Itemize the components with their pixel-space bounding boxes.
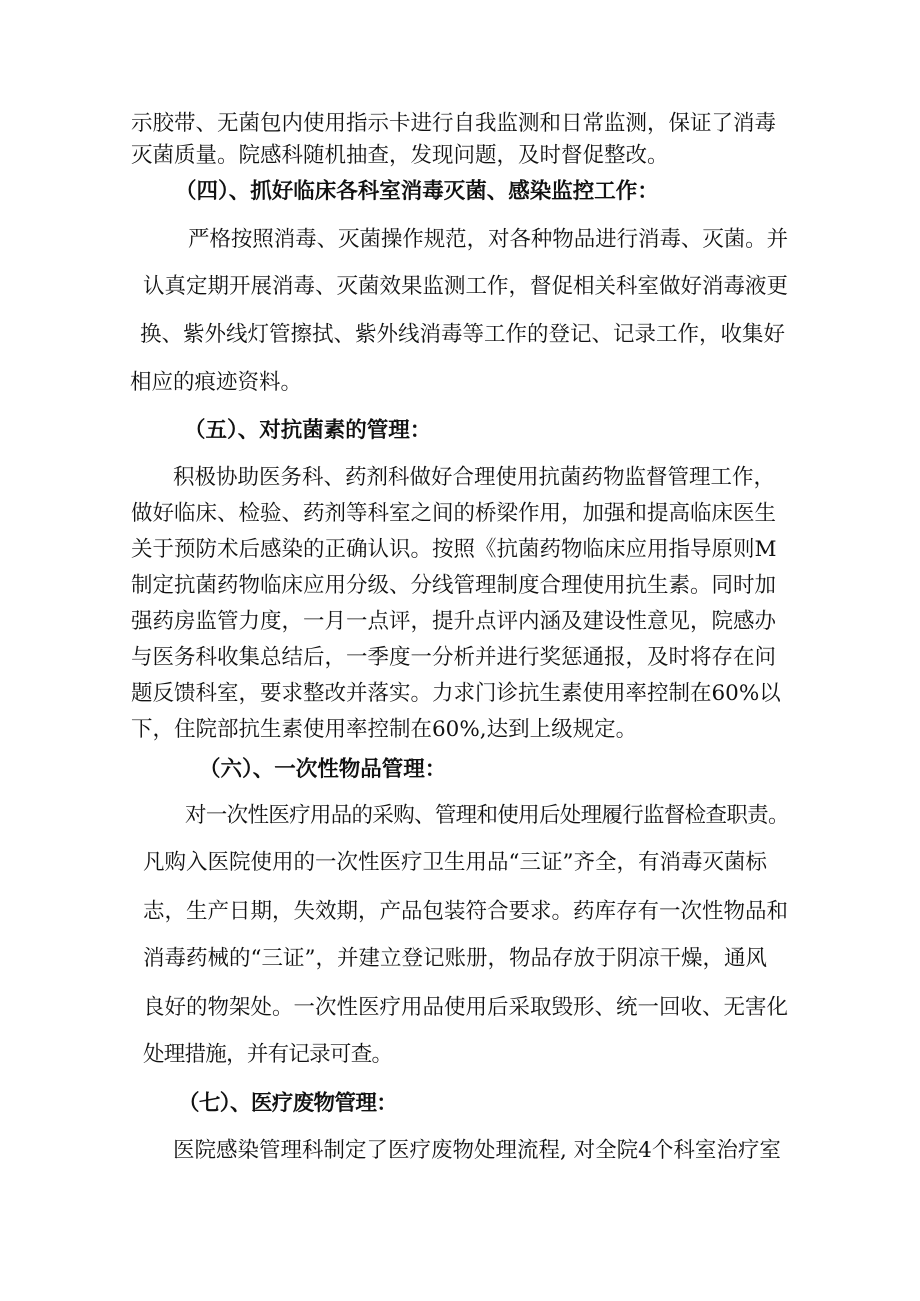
text-line: 强药房监管力度，一月一点评，提升点评内涵及建设性意见，院感办: [131, 609, 777, 634]
text-line: 换、紫外线灯管擦拭、紫外线消毒等工作的登记、记录工作，收集好: [140, 322, 786, 347]
section-heading: （五）、对抗菌素的管理：: [184, 418, 432, 443]
text-line: 灭菌质量。院感科随机抽查，发现问题，及时督促整改。: [131, 143, 669, 168]
text-line: 相应的痕迹资料。: [130, 370, 303, 395]
text-line: 认真定期开展消毒、灭菌效果监测工作，督促相关科室做好消毒液更: [143, 274, 789, 299]
text-line: 医院感染管理科制定了医疗废物处理流程, 对全院4个科室治疗室: [173, 1138, 781, 1163]
text-line: 关于预防术后感染的正确认识。按照《抗菌药物临床应用指导原则M: [131, 537, 777, 562]
text-line: 志，生产日期，失效期，产品包装符合要求。药库存有一次性物品和: [143, 899, 789, 924]
section-heading: （四）、抓好临床各科室消毒灭菌、感染监控工作：: [175, 179, 659, 204]
text-line: 良好的物架处。一次性医疗用品使用后采取毁形、统一回收、无害化: [143, 995, 789, 1020]
text-line: 处理措施，并有记录可查。: [143, 1042, 393, 1067]
text-line: 严格按照消毒、灭菌操作规范，对各种物品进行消毒、灭菌。并: [188, 227, 789, 252]
text-line: 示胶带、无菌包内使用指示卡进行自我监测和日常监测，保证了消毒: [131, 111, 777, 136]
text-line: 消毒药械的“三证”，并建立登记账册，物品存放于阴凉干燥，通风: [143, 946, 767, 971]
text-line: 积极协助医务科、药剂科做好合理使用抗菌药物监督管理工作，: [173, 465, 776, 490]
text-line: 下，住院部抗生素使用率控制在60%,达到上级规定。: [131, 717, 638, 742]
text-line: 做好临床、检验、药剂等科室之间的桥梁作用，加强和提高临床医生: [131, 501, 777, 526]
text-line: 与医务科收集总结后，一季度一分析并进行奖惩通报，及时将存在问: [131, 645, 777, 670]
text-line: 题反馈科室，要求整改并落实。力求门诊抗生素使用率控制在60%以: [131, 681, 781, 706]
text-line: 制定抗菌药物临床应用分级、分线管理制度合理使用抗生素。同时加: [131, 573, 777, 598]
text-line: 对一次性医疗用品的采购、管理和使用后处理履行监督检查职责。: [185, 803, 789, 828]
text-line: 凡购入医院使用的一次性医疗卫生用品“三证”齐全，有消毒灭菌标: [143, 850, 767, 875]
section-heading: （七）、医疗废物管理：: [178, 1091, 398, 1116]
section-heading: （六）、一次性物品管理：: [199, 757, 447, 782]
